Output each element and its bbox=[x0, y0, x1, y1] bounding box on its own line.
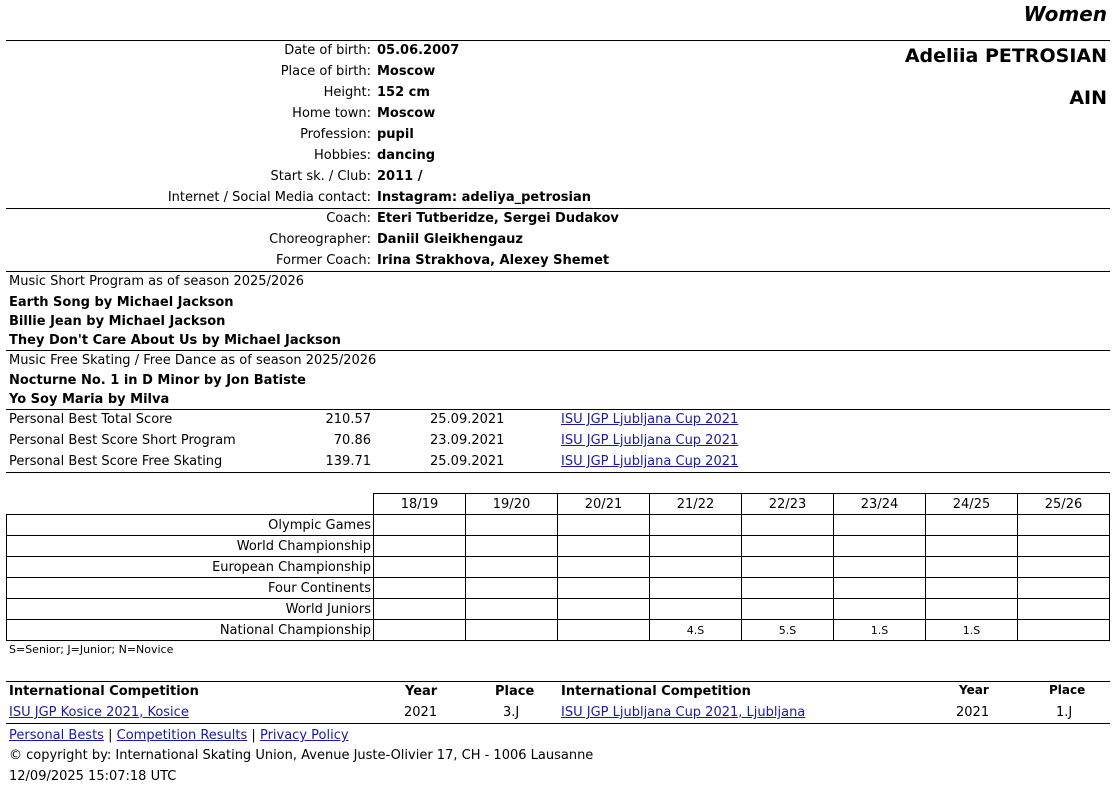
footer-links bbox=[9, 728, 349, 743]
history-row-label: Four Continents bbox=[7, 578, 374, 599]
history-cell bbox=[742, 578, 834, 599]
bio-label: Place of birth: bbox=[280, 64, 371, 79]
bio-label: Date of birth: bbox=[284, 43, 371, 58]
history-cell bbox=[466, 557, 558, 578]
history-cell: 1.S bbox=[926, 620, 1018, 641]
intl-col-place: Place bbox=[1049, 683, 1086, 697]
level-legend: S=Senior; J=Junior; N=Novice bbox=[9, 643, 174, 656]
history-row-label: World Championship bbox=[7, 536, 374, 557]
history-cell bbox=[650, 536, 742, 557]
privacy-policy-link[interactable]: Privacy Policy bbox=[259, 728, 349, 743]
history-cell bbox=[374, 557, 466, 578]
history-cell bbox=[834, 515, 926, 536]
season-header-row bbox=[7, 494, 1110, 515]
athlete-nation: AIN bbox=[1069, 87, 1107, 109]
history-cell bbox=[834, 557, 926, 578]
bio-label: Height: bbox=[323, 85, 371, 100]
pb-label: Personal Best Total Score bbox=[9, 412, 173, 427]
music-piece: Nocturne No. 1 in D Minor by Jon Batiste bbox=[9, 373, 306, 388]
history-cell bbox=[742, 515, 834, 536]
history-cell bbox=[742, 599, 834, 620]
intl-col-competition: International Competition bbox=[561, 684, 751, 699]
bio-label: Home town: bbox=[292, 106, 371, 121]
pb-event-link[interactable]: ISU JGP Ljubljana Cup 2021 bbox=[561, 454, 739, 469]
coach-value: Eteri Tutberidze, Sergei Dudakov bbox=[377, 211, 619, 226]
season-header: 24/25 bbox=[926, 494, 1018, 515]
intl-place: 3.J bbox=[503, 705, 520, 720]
history-cell bbox=[834, 536, 926, 557]
history-cell bbox=[742, 557, 834, 578]
season-header: 19/20 bbox=[466, 494, 558, 515]
intl-year: 2021 bbox=[956, 705, 990, 720]
personal-bests-link[interactable]: Personal Bests bbox=[9, 728, 104, 743]
timestamp: 12/09/2025 15:07:18 UTC bbox=[9, 769, 177, 784]
divider bbox=[6, 40, 1110, 41]
divider bbox=[6, 723, 1110, 724]
athlete-name: Adeliia PETROSIAN bbox=[904, 45, 1107, 67]
history-cell: 5.S bbox=[742, 620, 834, 641]
pb-score: 70.86 bbox=[333, 433, 371, 448]
history-row-label: National Championship bbox=[7, 620, 374, 641]
intl-year: 2021 bbox=[404, 705, 438, 720]
coach-label: Coach: bbox=[326, 211, 371, 226]
intl-competition-link[interactable]: ISU JGP Ljubljana Cup 2021, Ljubljana bbox=[561, 705, 806, 720]
history-cell bbox=[926, 599, 1018, 620]
divider bbox=[6, 472, 1110, 473]
history-cell: 1.S bbox=[834, 620, 926, 641]
history-cell bbox=[926, 536, 1018, 557]
season-header: 22/23 bbox=[742, 494, 834, 515]
category-title: Women bbox=[1023, 2, 1107, 26]
history-cell bbox=[1018, 536, 1110, 557]
former-coach-label: Former Coach: bbox=[276, 253, 371, 268]
season-header: 23/24 bbox=[834, 494, 926, 515]
history-cell bbox=[558, 515, 650, 536]
history-cell bbox=[466, 620, 558, 641]
intl-place: 1.J bbox=[1056, 705, 1073, 720]
pb-date: 25.09.2021 bbox=[430, 412, 505, 427]
season-history-table bbox=[6, 493, 1110, 641]
history-cell bbox=[374, 599, 466, 620]
history-cell bbox=[558, 536, 650, 557]
bio-label: Internet / Social Media contact: bbox=[167, 190, 371, 205]
history-cell bbox=[1018, 599, 1110, 620]
divider bbox=[6, 681, 1110, 682]
history-cell bbox=[1018, 578, 1110, 599]
season-header: 25/26 bbox=[1018, 494, 1110, 515]
former-coach-value: Irina Strakhova, Alexey Shemet bbox=[377, 253, 610, 268]
history-cell bbox=[558, 578, 650, 599]
music-short-title: Music Short Program as of season 2025/2026 bbox=[9, 274, 305, 289]
blank-cell bbox=[7, 494, 374, 515]
pb-date: 23.09.2021 bbox=[430, 433, 505, 448]
pb-event-link[interactable]: ISU JGP Ljubljana Cup 2021 bbox=[561, 433, 739, 448]
history-cell bbox=[1018, 620, 1110, 641]
bio-value: pupil bbox=[377, 127, 414, 142]
history-cell bbox=[926, 557, 1018, 578]
pb-date: 25.09.2021 bbox=[430, 454, 505, 469]
history-cell bbox=[466, 599, 558, 620]
bio-value: 05.06.2007 bbox=[377, 43, 460, 58]
history-cell bbox=[834, 578, 926, 599]
history-cell bbox=[926, 578, 1018, 599]
intl-col-year: Year bbox=[405, 684, 438, 699]
pb-score: 210.57 bbox=[325, 412, 371, 427]
history-cell bbox=[558, 620, 650, 641]
history-cell bbox=[650, 599, 742, 620]
history-cell bbox=[466, 578, 558, 599]
history-cell bbox=[834, 599, 926, 620]
history-cell bbox=[650, 557, 742, 578]
competition-results-link[interactable]: Competition Results bbox=[116, 728, 248, 743]
history-cell bbox=[742, 536, 834, 557]
history-cell bbox=[374, 578, 466, 599]
season-header: 21/22 bbox=[650, 494, 742, 515]
divider bbox=[6, 271, 1110, 272]
history-row bbox=[7, 620, 1110, 641]
footer-separator: | bbox=[108, 728, 113, 743]
intl-col-year: Year bbox=[959, 683, 989, 697]
intl-competition-link[interactable]: ISU JGP Kosice 2021, Kosice bbox=[9, 705, 189, 720]
bio-value: Moscow bbox=[377, 64, 436, 79]
divider bbox=[6, 350, 1110, 351]
choreographer-value: Daniil Gleikhengauz bbox=[377, 232, 523, 247]
history-cell bbox=[374, 620, 466, 641]
history-cell bbox=[926, 515, 1018, 536]
music-free-title: Music Free Skating / Free Dance as of season 2025/2026 bbox=[9, 353, 377, 368]
history-row-label: Olympic Games bbox=[7, 515, 374, 536]
season-header: 18/19 bbox=[374, 494, 466, 515]
music-piece: Earth Song by Michael Jackson bbox=[9, 295, 234, 310]
intl-col-competition: International Competition bbox=[9, 684, 199, 699]
bio-label: Hobbies: bbox=[314, 148, 371, 163]
divider bbox=[6, 208, 1110, 209]
bio-label: Profession: bbox=[300, 127, 371, 142]
history-row-label: European Championship bbox=[7, 557, 374, 578]
history-row bbox=[7, 578, 1110, 599]
bio-value: 2011 / bbox=[377, 169, 423, 184]
history-cell: 4.S bbox=[650, 620, 742, 641]
choreographer-label: Choreographer: bbox=[269, 232, 371, 247]
music-piece: They Don't Care About Us by Michael Jackson bbox=[9, 333, 341, 348]
music-piece: Yo Soy Maria by Milva bbox=[9, 392, 170, 407]
pb-score: 139.71 bbox=[325, 454, 371, 469]
history-row bbox=[7, 599, 1110, 620]
bio-value: Moscow bbox=[377, 106, 436, 121]
history-cell bbox=[1018, 557, 1110, 578]
bio-label: Start sk. / Club: bbox=[270, 169, 371, 184]
copyright: © copyright by: International Skating Union, Avenue Juste-Olivier 17, CH - 1006 Lausanne bbox=[9, 748, 594, 763]
pb-event-link[interactable]: ISU JGP Ljubljana Cup 2021 bbox=[561, 412, 739, 427]
divider bbox=[6, 409, 1110, 410]
history-row bbox=[7, 536, 1110, 557]
history-cell bbox=[374, 515, 466, 536]
intl-col-place: Place bbox=[495, 684, 535, 699]
season-header: 20/21 bbox=[558, 494, 650, 515]
history-row bbox=[7, 515, 1110, 536]
history-cell bbox=[1018, 515, 1110, 536]
history-cell bbox=[558, 599, 650, 620]
bio-value: 152 cm bbox=[377, 85, 430, 100]
music-piece: Billie Jean by Michael Jackson bbox=[9, 314, 226, 329]
history-cell bbox=[650, 515, 742, 536]
pb-label: Personal Best Score Short Program bbox=[9, 433, 236, 448]
footer-separator: | bbox=[251, 728, 256, 743]
bio-value: Instagram: adeliya_petrosian bbox=[377, 190, 592, 205]
pb-label: Personal Best Score Free Skating bbox=[9, 454, 223, 469]
bio-value: dancing bbox=[377, 148, 436, 163]
history-cell bbox=[558, 557, 650, 578]
history-row-label: World Juniors bbox=[7, 599, 374, 620]
history-row bbox=[7, 557, 1110, 578]
history-cell bbox=[374, 536, 466, 557]
history-cell bbox=[466, 515, 558, 536]
history-cell bbox=[466, 536, 558, 557]
history-cell bbox=[650, 578, 742, 599]
